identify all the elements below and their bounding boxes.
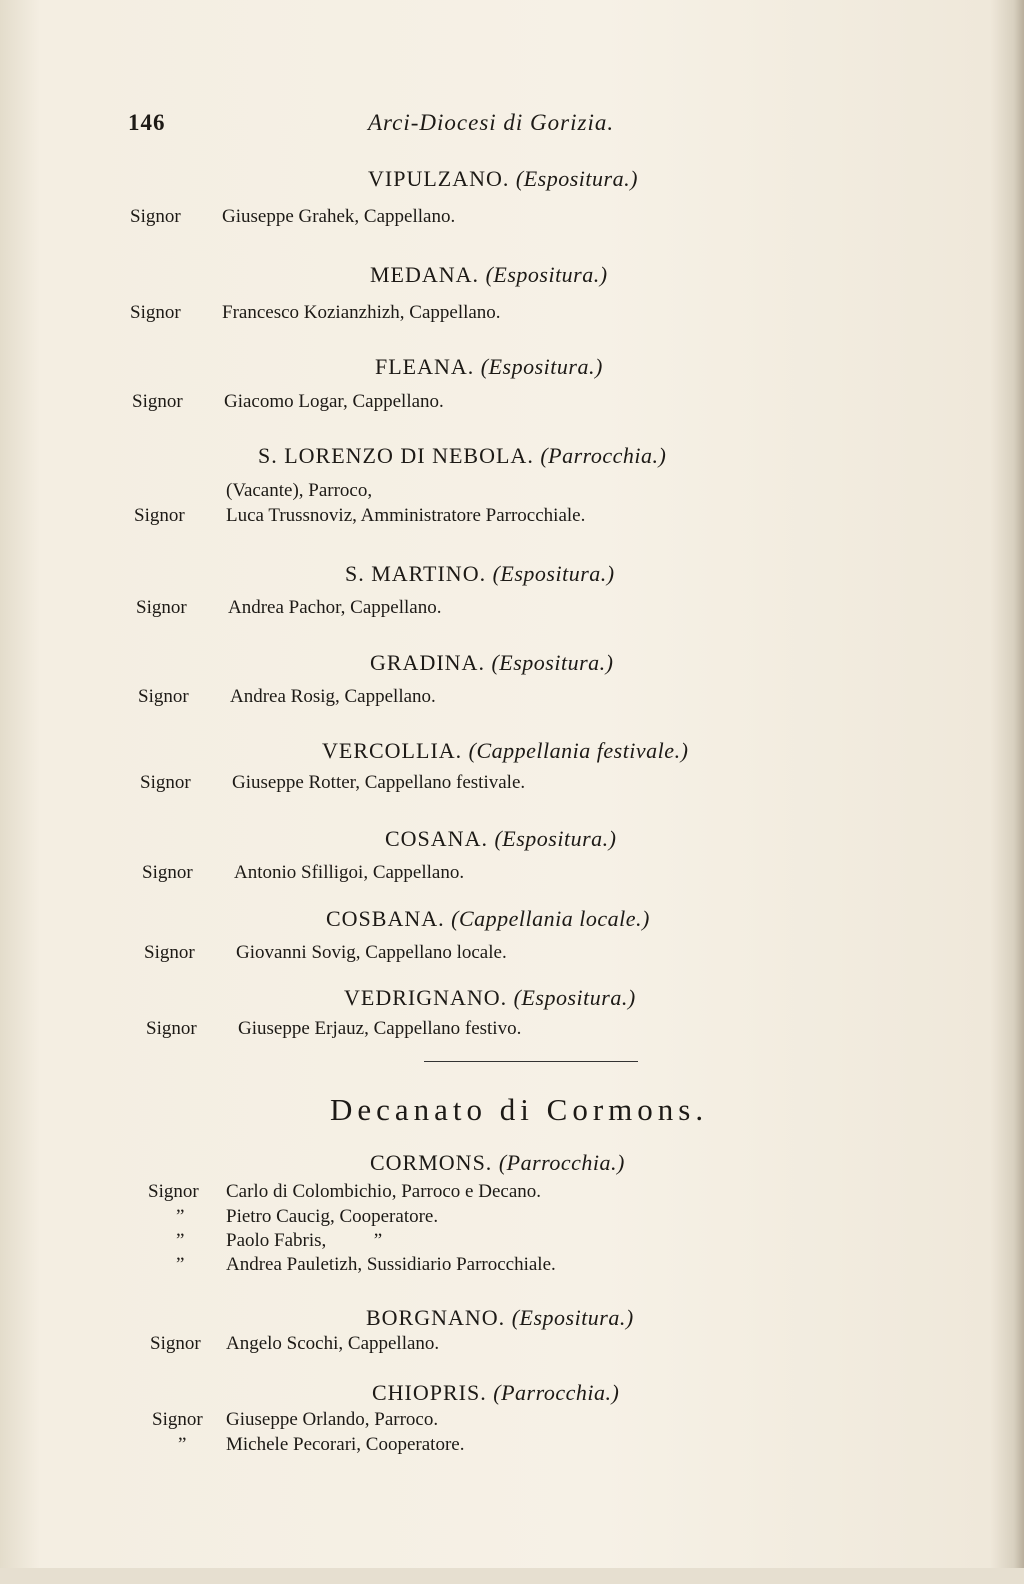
person-title: Signor — [130, 302, 181, 323]
person-title: Signor — [150, 1333, 201, 1354]
person-text: Francesco Kozianzhizh, Cappellano. — [222, 302, 501, 323]
person-text: Giuseppe Grahek, Cappellano. — [222, 206, 456, 227]
place-name: VEDRIGNANO. — [344, 985, 508, 1010]
entry-line — [152, 1409, 438, 1431]
person-title: Signor — [146, 1018, 197, 1039]
entry-heading — [326, 906, 650, 932]
entry-heading — [345, 561, 615, 587]
entry-kind: (Cappellania festivale.) — [468, 738, 689, 763]
place-name: FLEANA. — [375, 354, 475, 379]
person-title: ” — [178, 1434, 187, 1455]
place-name: GRADINA. — [370, 650, 485, 675]
person-title: Signor — [134, 505, 185, 526]
entry-line — [130, 206, 455, 228]
entry-line — [136, 597, 441, 619]
entry-heading — [372, 1380, 619, 1406]
running-title: Arci-Diocesi di Gorizia. — [368, 110, 615, 135]
place-name: COSANA. — [385, 826, 488, 851]
entry-line — [148, 1230, 382, 1252]
person-text: Pietro Caucig, Cooperatore. — [226, 1206, 439, 1227]
entry-line — [134, 480, 372, 502]
place-name: S. MARTINO. — [345, 561, 487, 586]
entry-heading — [368, 166, 638, 192]
place-name: BORGNANO. — [366, 1305, 506, 1330]
place-name: VIPULZANO. — [368, 166, 510, 191]
person-title: ” — [176, 1254, 185, 1275]
place-name: S. LORENZO DI NEBOLA. — [258, 443, 534, 468]
person-title: Signor — [130, 206, 181, 227]
person-title: Signor — [140, 772, 191, 793]
entry-kind: (Espositura.) — [513, 985, 636, 1010]
entry-line — [138, 686, 436, 708]
entry-heading — [385, 826, 616, 852]
page-bottom-edge — [0, 1568, 1024, 1584]
entry-line — [142, 862, 464, 884]
person-text: Andrea Rosig, Cappellano. — [230, 686, 436, 707]
section-title: Decanato di Cormons. — [330, 1092, 709, 1127]
entry-kind: (Espositura.) — [511, 1305, 634, 1330]
entry-line — [144, 942, 507, 964]
entry-kind: (Espositura.) — [492, 561, 615, 586]
place-name: CORMONS. — [370, 1150, 493, 1175]
person-text: (Vacante), Parroco, — [226, 480, 373, 501]
entry-kind: (Cappellania locale.) — [451, 906, 650, 931]
person-title: Signor — [132, 391, 183, 412]
entry-heading — [322, 738, 688, 764]
entry-line — [150, 1333, 439, 1355]
entry-heading — [258, 443, 666, 469]
person-text: Luca Trussnoviz, Amministratore Parrocchiale. — [226, 505, 586, 526]
place-name: VERCOLLIA. — [322, 738, 463, 763]
entry-heading — [370, 650, 613, 676]
entry-line — [152, 1434, 464, 1456]
entry-kind: (Parrocchia.) — [498, 1150, 625, 1175]
entry-line — [148, 1181, 541, 1203]
place-name: MEDANA. — [370, 262, 480, 287]
place-name: CHIOPRIS. — [372, 1380, 487, 1405]
person-text: Giuseppe Erjauz, Cappellano festivo. — [238, 1018, 522, 1039]
place-name: COSBANA. — [326, 906, 445, 931]
entry-line — [148, 1206, 438, 1228]
entry-kind: (Espositura.) — [515, 166, 638, 191]
person-text: Giuseppe Orlando, Parroco. — [226, 1409, 439, 1430]
entry-heading — [375, 354, 603, 380]
entry-kind: (Espositura.) — [480, 354, 603, 379]
entry-kind: (Espositura.) — [485, 262, 608, 287]
page-number: 146 — [128, 110, 166, 135]
entry-kind: (Espositura.) — [491, 650, 614, 675]
person-text: Giovanni Sovig, Cappellano locale. — [236, 942, 507, 963]
section-divider — [424, 1061, 638, 1062]
person-text: Paolo Fabris, ” — [226, 1230, 383, 1251]
entry-line — [134, 505, 585, 527]
entry-heading — [370, 262, 608, 288]
entry-line — [146, 1018, 521, 1040]
person-text: Carlo di Colombichio, Parroco e Decano. — [226, 1181, 542, 1202]
person-title: Signor — [138, 686, 189, 707]
person-text: Andrea Pauletizh, Sussidiario Parrocchiale. — [226, 1254, 556, 1275]
person-title: Signor — [144, 942, 195, 963]
entry-heading — [344, 985, 636, 1011]
person-text: Giuseppe Rotter, Cappellano festivale. — [232, 772, 526, 793]
person-text: Giacomo Logar, Cappellano. — [224, 391, 444, 412]
entry-line — [148, 1254, 556, 1276]
person-title: Signor — [142, 862, 193, 883]
person-title: Signor — [148, 1181, 199, 1202]
page-header — [128, 110, 828, 144]
person-title: ” — [176, 1206, 185, 1227]
entry-kind: (Espositura.) — [494, 826, 617, 851]
entry-heading — [370, 1150, 625, 1176]
entry-heading — [366, 1305, 634, 1331]
entry-line — [132, 391, 444, 413]
person-title: Signor — [136, 597, 187, 618]
person-title: Signor — [152, 1409, 203, 1430]
entry-line — [140, 772, 525, 794]
entry-kind: (Parrocchia.) — [493, 1380, 620, 1405]
entry-kind: (Parrocchia.) — [540, 443, 667, 468]
person-title: ” — [176, 1230, 185, 1251]
person-text: Andrea Pachor, Cappellano. — [228, 597, 442, 618]
person-text: Antonio Sfilligoi, Cappellano. — [234, 862, 465, 883]
person-text: Michele Pecorari, Cooperatore. — [226, 1434, 465, 1455]
person-text: Angelo Scochi, Cappellano. — [226, 1333, 440, 1354]
entry-line — [130, 302, 501, 324]
